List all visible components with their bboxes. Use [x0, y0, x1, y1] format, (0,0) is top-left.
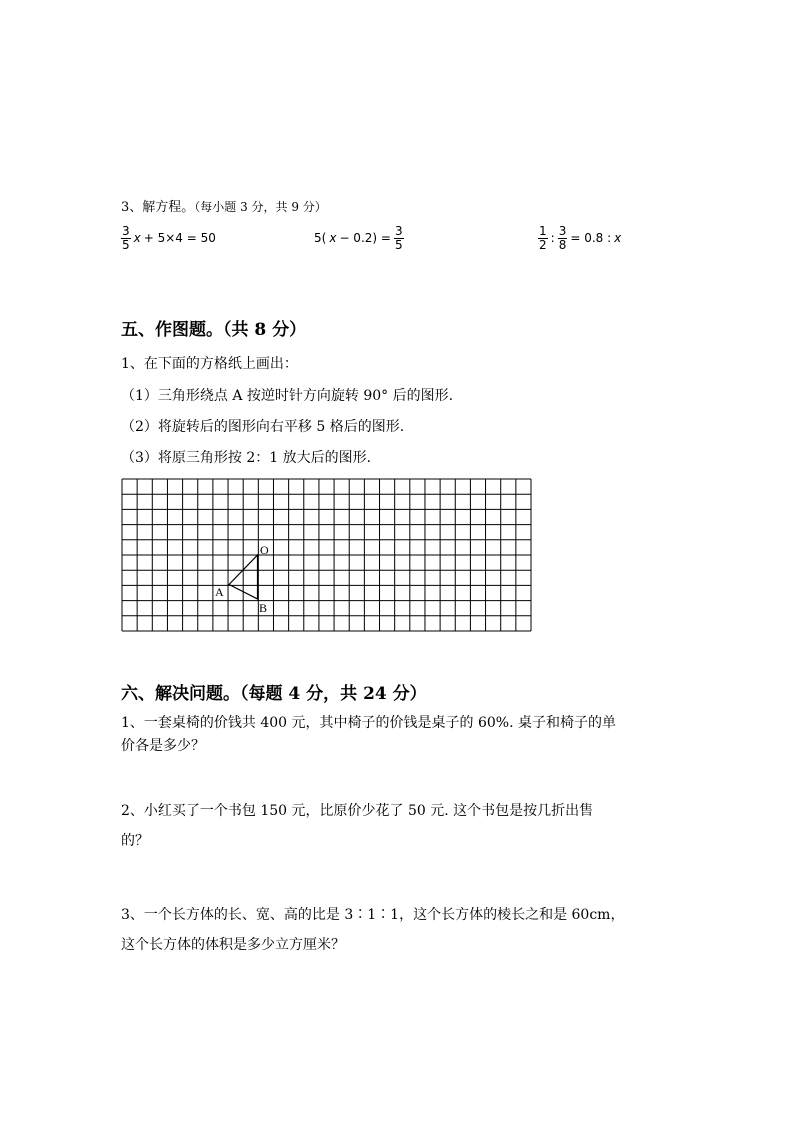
problem-2-line-1: 2、小红买了一个书包 150 元，比原价少花了 50 元. 这个书包是按几折出售 — [121, 803, 594, 819]
problem-1-line-1: 1、一套桌椅的价钱共 400 元，其中椅子的价钱是桌子的 60%. 桌子和椅子的单 — [121, 715, 616, 731]
numerator: 3 — [558, 224, 567, 238]
denominator: 8 — [558, 237, 567, 252]
variable: x — [329, 231, 337, 246]
equation-rest: + 5×4 = 50 — [143, 231, 216, 246]
equation-1 — [121, 225, 216, 251]
equation-part: 5( — [314, 231, 327, 246]
drawing-item-3: （3）将原三角形按 2：1 放大后的图形. — [121, 450, 372, 466]
denominator: 2 — [539, 237, 547, 252]
equation-3 — [538, 225, 621, 251]
fraction — [538, 225, 548, 251]
variable: x — [614, 231, 622, 246]
section-6-heading: 六、解决问题。（每题 4 分，共 24 分） — [121, 684, 427, 704]
graph-paper-grid[interactable] — [121, 478, 533, 633]
drawing-item-2: （2）将旋转后的图形向右平移 5 格后的图形. — [121, 419, 405, 435]
point-o-label: O — [260, 543, 269, 557]
variable: x — [133, 231, 141, 246]
equation-part: − 0.2) = — [339, 231, 391, 246]
question-label: 3、解方程。 — [121, 200, 195, 215]
drawing-item-1: （1）三角形绕点 A 按逆时针方向旋转 90° 后的图形. — [121, 388, 454, 404]
drawing-question-1: 1、在下面的方格纸上画出： — [121, 356, 298, 372]
fraction — [121, 225, 131, 251]
equation-rest: = 0.8 : — [570, 231, 612, 246]
score-note: （每小题 3 分，共 9 分） — [194, 200, 327, 214]
problem-2-line-2: 的？ — [121, 833, 149, 849]
numerator: 3 — [394, 224, 403, 238]
problem-1-line-2: 价各是多少？ — [121, 738, 205, 754]
numerator: 1 — [539, 224, 547, 238]
denominator: 5 — [394, 237, 403, 252]
section-5-heading: 五、作图题。（共 8 分） — [121, 320, 307, 340]
point-b-label: B — [259, 601, 268, 615]
ratio-colon: : — [550, 231, 555, 246]
fraction — [394, 225, 404, 251]
equation-2 — [314, 225, 404, 251]
numerator: 3 — [122, 224, 130, 238]
fraction — [558, 225, 568, 251]
equation-question-title — [121, 196, 327, 215]
point-a-label: A — [215, 585, 224, 599]
denominator: 5 — [122, 237, 130, 252]
problem-3-line-1: 3、一个长方体的长、宽、高的比是 3∶1∶1，这个长方体的棱长之和是 60cm， — [121, 907, 625, 923]
problem-3-line-2: 这个长方体的体积是多少立方厘米？ — [121, 937, 345, 953]
